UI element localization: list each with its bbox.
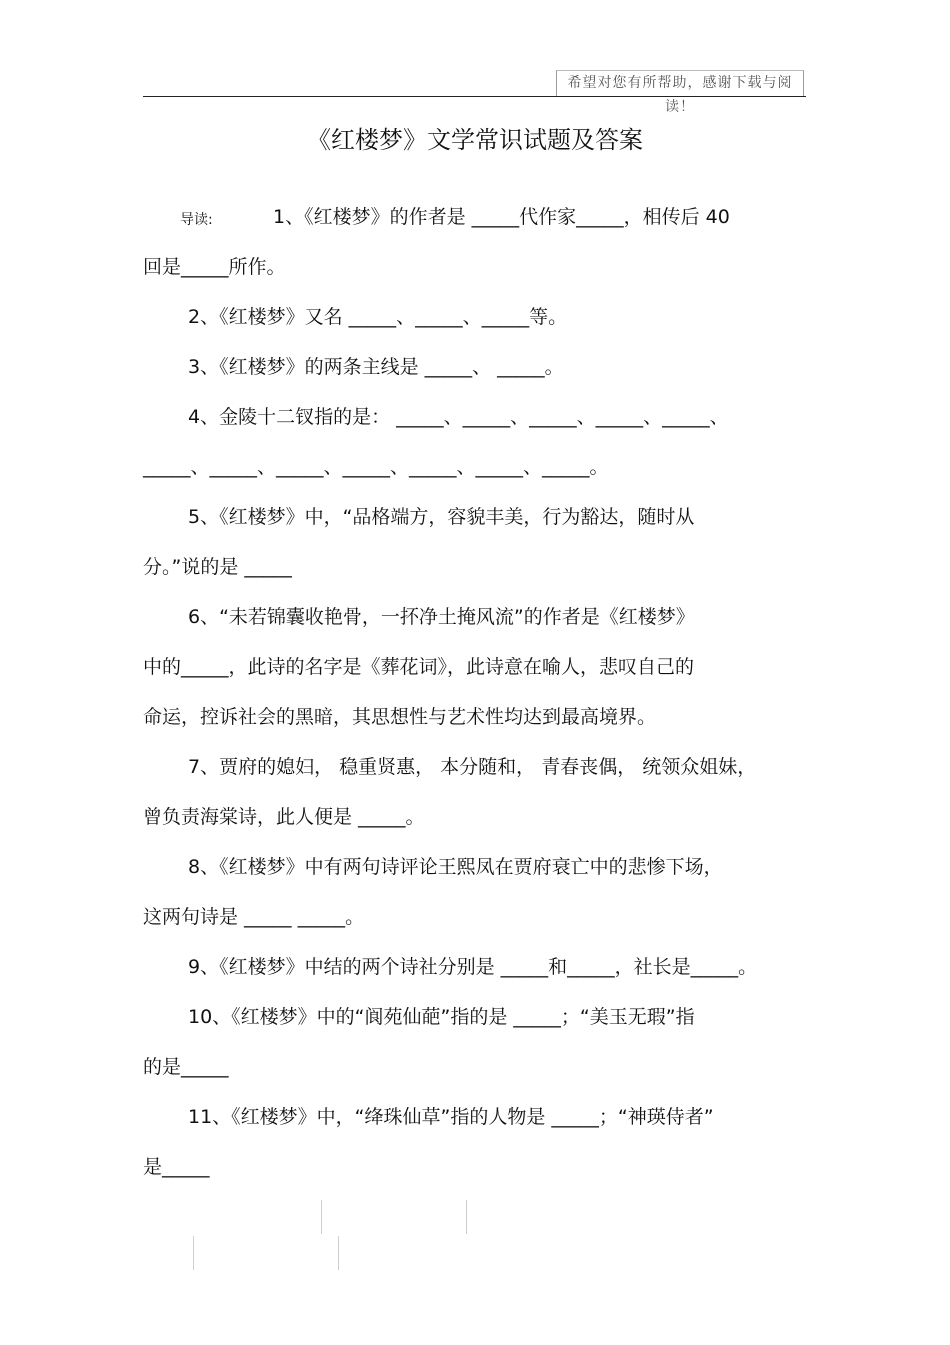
- question-4-line-2: _____、_____、_____、_____、_____、_____、_____。: [143, 456, 609, 478]
- question-1-line-2: 回是_____所作。: [143, 256, 286, 278]
- question-11-line-2: 是_____: [143, 1156, 210, 1178]
- question-4-line-1: 4、金陵十二钗指的是： _____、_____、_____、_____、_____、: [188, 406, 729, 428]
- scan-mark: [193, 1236, 194, 1270]
- question-3: 3、《红楼梦》的两条主线是 _____、 _____。: [188, 356, 564, 378]
- question-1-line-1: 1、《红楼梦》的作者是 _____代作家_____，相传后 40: [273, 206, 730, 228]
- page-title: 《红楼梦》文学常识试题及答案: [307, 126, 643, 154]
- question-5-line-1: 5、《红楼梦》中，“品格端方，容貌丰美，行为豁达，随时从: [188, 506, 695, 528]
- question-5-line-2: 分。”说的是 _____: [143, 556, 292, 578]
- question-6-line-3: 命运，控诉社会的黑暗，其思想性与艺术性均达到最高境界。: [143, 706, 657, 728]
- question-11-line-1: 11、《红楼梦》中，“绛珠仙草”指的人物是 _____；“神瑛侍者”: [188, 1106, 714, 1128]
- question-6-line-1: 6、“未若锦囊收艳骨，一抔净土掩风流”的作者是《红楼梦》: [188, 606, 695, 628]
- scan-mark: [338, 1236, 339, 1270]
- scan-mark: [321, 1200, 322, 1234]
- scan-mark: [466, 1200, 467, 1234]
- guide-label: 导读:: [180, 212, 213, 228]
- question-10-line-1: 10、《红楼梦》中的“阆苑仙葩”指的是 _____；“美玉无瑕”指: [188, 1006, 695, 1028]
- question-10-line-2: 的是_____: [143, 1056, 229, 1078]
- question-7-line-1: 7、贾府的媳妇， 稳重贤惠， 本分随和， 青春丧偶， 统领众姐妹，: [188, 756, 757, 778]
- header-divider: [143, 96, 806, 97]
- question-9: 9、《红楼梦》中结的两个诗社分别是 _____和_____，社长是_____。: [188, 956, 758, 978]
- question-2: 2、《红楼梦》又名 _____、_____、_____等。: [188, 306, 568, 328]
- question-8-line-2: 这两句诗是 _____ _____。: [143, 906, 365, 928]
- question-6-line-2: 中的_____，此诗的名字是《葬花词》，此诗意在喻人，悲叹自己的: [143, 656, 695, 678]
- question-8-line-1: 8、《红楼梦》中有两句诗评论王熙凤在贾府衰亡中的悲惨下场，: [188, 856, 723, 878]
- question-7-line-2: 曾负责海棠诗，此人便是 _____。: [143, 806, 425, 828]
- header-note: 希望对您有所帮助，感谢下载与阅读！: [556, 70, 804, 96]
